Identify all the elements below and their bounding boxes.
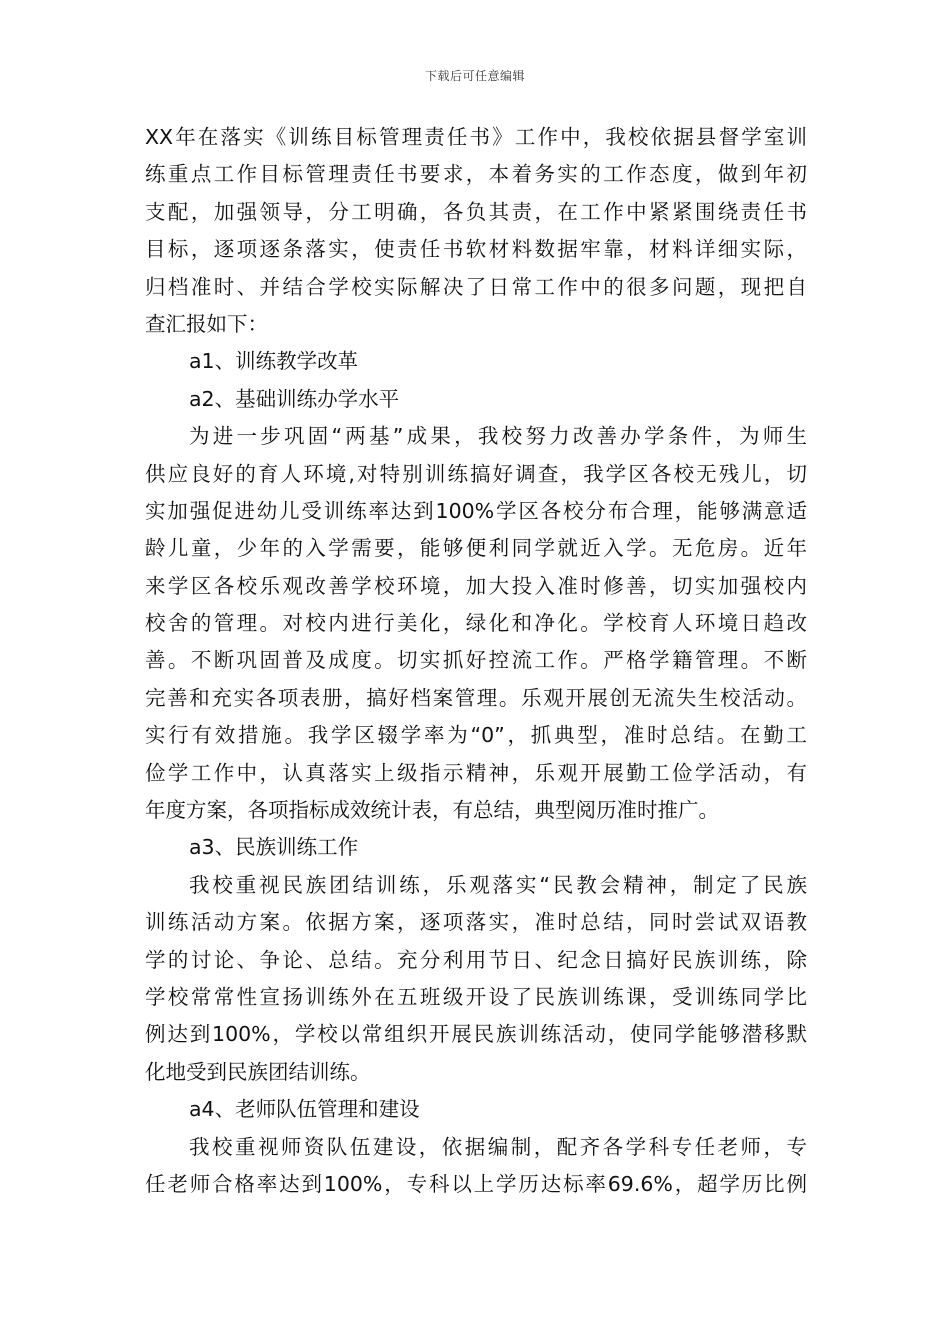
paragraph-line: 学的讨论、争论、总结。充分利用节日、纪念日搞好民族训练，除 (145, 947, 807, 972)
section-heading: a4、老师队伍管理和建设 (189, 1097, 420, 1122)
paragraph-line: 化地受到民族团结训练。 (145, 1059, 371, 1084)
paragraph-line: 查汇报如下： (145, 311, 268, 336)
document-body (145, 119, 807, 1203)
section-paragraph (145, 867, 807, 1091)
paragraph-line: 支配，加强领导，分工明确，各负其责，在工作中紧紧围绕责任书 (145, 199, 807, 224)
paragraph-line: 实行有效措施。我学区辍学率为“0”，抓典型，准时总结。在勤工 (145, 723, 807, 748)
paragraph-line: 我校重视民族团结训练，乐观落实“民教会精神，制定了民族 (189, 872, 807, 897)
intro-paragraph (145, 119, 807, 343)
section-heading: a1、训练教学改革 (189, 349, 359, 374)
paragraph-line: 完善和充实各项表册，搞好档案管理。乐观开展创无流失生校活动。 (145, 685, 807, 710)
section-paragraph (145, 1129, 807, 1204)
paragraph-line: 校舍的管理。对校内进行美化，绿化和净化。学校育人环境日趋改 (145, 611, 807, 636)
paragraph-line: 供应良好的育人环境,对特别训练搞好调查，我学区各校无残儿，切 (145, 461, 807, 486)
paragraph-line: 龄儿童，少年的入学需要，能够便利同学就近入学。无危房。近年 (145, 536, 807, 561)
paragraph-line: 善。不断巩固普及成度。切实抓好控流工作。严格学籍管理。不断 (145, 648, 807, 673)
paragraph-line: 例达到100%，学校以常组织开展民族训练活动，使同学能够潜移默 (145, 1022, 807, 1047)
paragraph-line: 归档准时、并结合学校实际解决了日常工作中的很多问题，现把自 (145, 274, 807, 299)
paragraph-line: 为进一步巩固“两基”成果，我校努力改善办学条件，为师生 (189, 424, 807, 449)
section-paragraph (145, 418, 807, 829)
paragraph-line: 练重点工作目标管理责任书要求，本着务实的工作态度，做到年初 (145, 162, 807, 187)
paragraph-line: 我校重视师资队伍建设，依据编制，配齐各学科专任老师，专 (189, 1134, 807, 1159)
paragraph-line: XX年在落实《训练目标管理责任书》工作中，我校依据县督学室训 (145, 125, 807, 149)
paragraph-line: 学校常常性宣扬训练外在五班级开设了民族训练课，受训练同学比 (145, 984, 807, 1009)
paragraph-line: 训练活动方案。依据方案，逐项落实，准时总结，同时尝试双语教 (145, 910, 807, 935)
paragraph-line: 俭学工作中，认真落实上级指示精神，乐观开展勤工俭学活动，有 (145, 760, 807, 785)
section-heading: a2、基础训练办学水平 (189, 386, 400, 411)
paragraph-line: 目标，逐项逐条落实，使责任书软材料数据牢靠，材料详细实际， (145, 237, 807, 262)
paragraph-line: 任老师合格率达到100%，专科以上学历达标率69.6%，超学历比例 (145, 1171, 807, 1196)
paragraph-line: 实加强促进幼儿受训练率达到100%学区各校分布合理，能够满意适 (145, 498, 807, 523)
paragraph-line: 年度方案，各项指标成效统计表，有总结，典型阅历准时推广。 (145, 798, 719, 823)
paragraph-line: 来学区各校乐观改善学校环境，加大投入准时修善，切实加强校内 (145, 573, 807, 598)
section-heading: a3、民族训练工作 (189, 835, 359, 860)
page-header: 下载后可任意编辑 (424, 69, 525, 83)
